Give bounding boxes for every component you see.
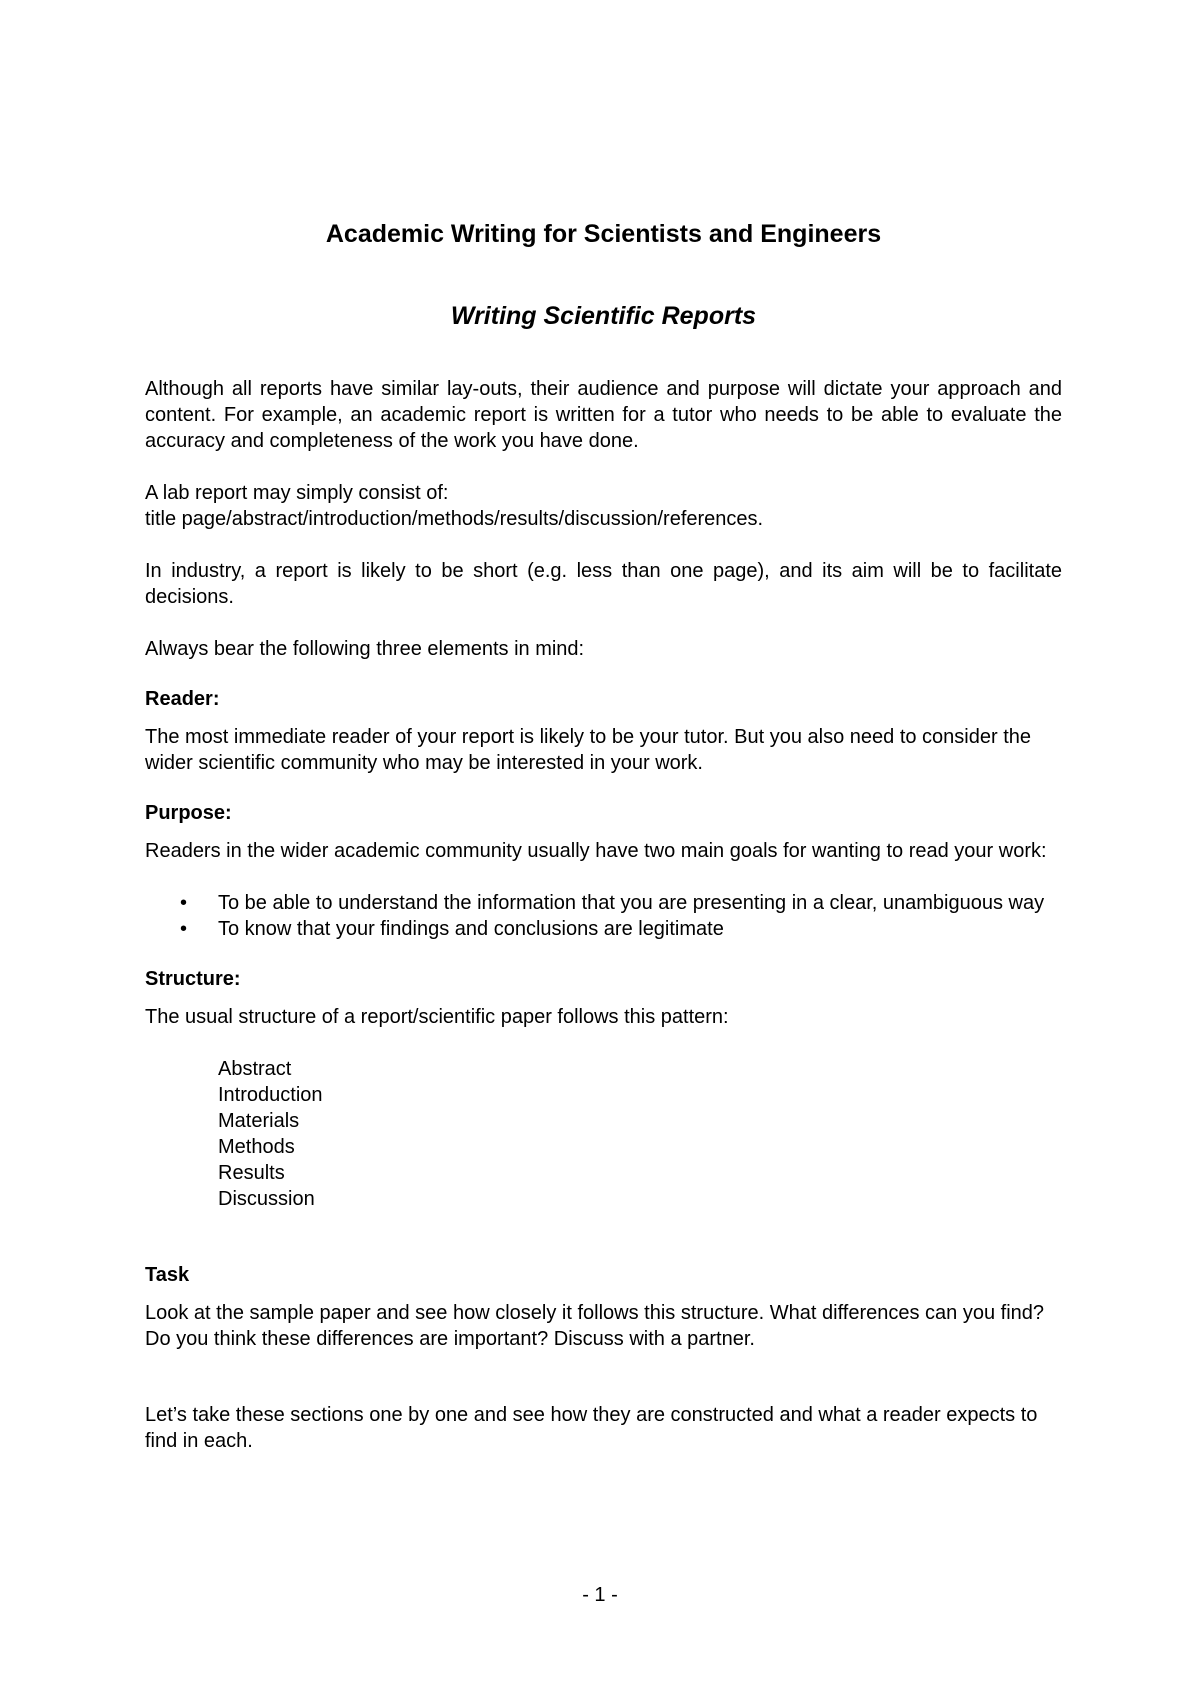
list-item: Results: [218, 1162, 285, 1184]
purpose-text: Readers in the wider academic community usually have two main goals for wanting to read your work:: [145, 840, 1047, 862]
reader-text: The most immediate reader of your report is likely to be your tutor. But you also need to consider the wider scientific community who may be interested in your work.: [145, 726, 1032, 774]
purpose-bullet-list: [145, 890, 1062, 942]
intro-paragraph: Although all reports have similar lay-outs, their audience and purpose will dictate your approach and content. For example, an academic report is written for a tutor who needs to be able to evaluate the accuracy and completeness of the work you have done.: [145, 378, 1062, 452]
list-item: Materials: [218, 1110, 300, 1132]
list-item: Methods: [218, 1136, 295, 1158]
reader-heading: Reader:: [145, 688, 220, 710]
page-number: - 1 -: [582, 1584, 618, 1606]
bullet-text: To be able to understand the information that you are presenting in a clear, unambiguous way: [218, 892, 1045, 914]
list-item: Abstract: [218, 1058, 292, 1080]
task-heading: Task: [145, 1264, 190, 1286]
document-title: Academic Writing for Scientists and Engineers: [325, 220, 882, 248]
bullet-icon: •: [180, 892, 188, 914]
lab-report-block: [145, 480, 1062, 532]
closing-paragraph: Let’s take these sections one by one and see how they are constructed and what a reader expects to find in each.: [145, 1404, 1038, 1452]
task-text: Look at the sample paper and see how closely it follows this structure. What differences can you find? Do you think these differences are important? Discuss with a partner.: [145, 1302, 1045, 1350]
list-item: Discussion: [218, 1188, 315, 1210]
lab-report-line-1: A lab report may simply consist of:: [145, 482, 449, 504]
elements-intro: Always bear the following three elements in mind:: [145, 638, 585, 660]
bullet-icon: •: [180, 918, 188, 940]
document-subtitle: Writing Scientific Reports: [450, 302, 757, 330]
page-content: [145, 218, 1062, 1454]
bullet-text: To know that your findings and conclusions are legitimate: [218, 918, 724, 940]
list-item: Introduction: [218, 1084, 323, 1106]
lab-report-line-2: title page/abstract/introduction/methods/results/discussion/references.: [145, 508, 764, 530]
structure-list: [145, 1056, 1062, 1212]
list-item: [180, 890, 1062, 916]
industry-paragraph: In industry, a report is likely to be short (e.g. less than one page), and its aim will be to facilitate decisions.: [145, 560, 1062, 608]
list-item: [180, 916, 1062, 942]
structure-heading: Structure:: [145, 968, 241, 990]
structure-text: The usual structure of a report/scientific paper follows this pattern:: [145, 1006, 729, 1028]
purpose-heading: Purpose:: [145, 802, 232, 824]
